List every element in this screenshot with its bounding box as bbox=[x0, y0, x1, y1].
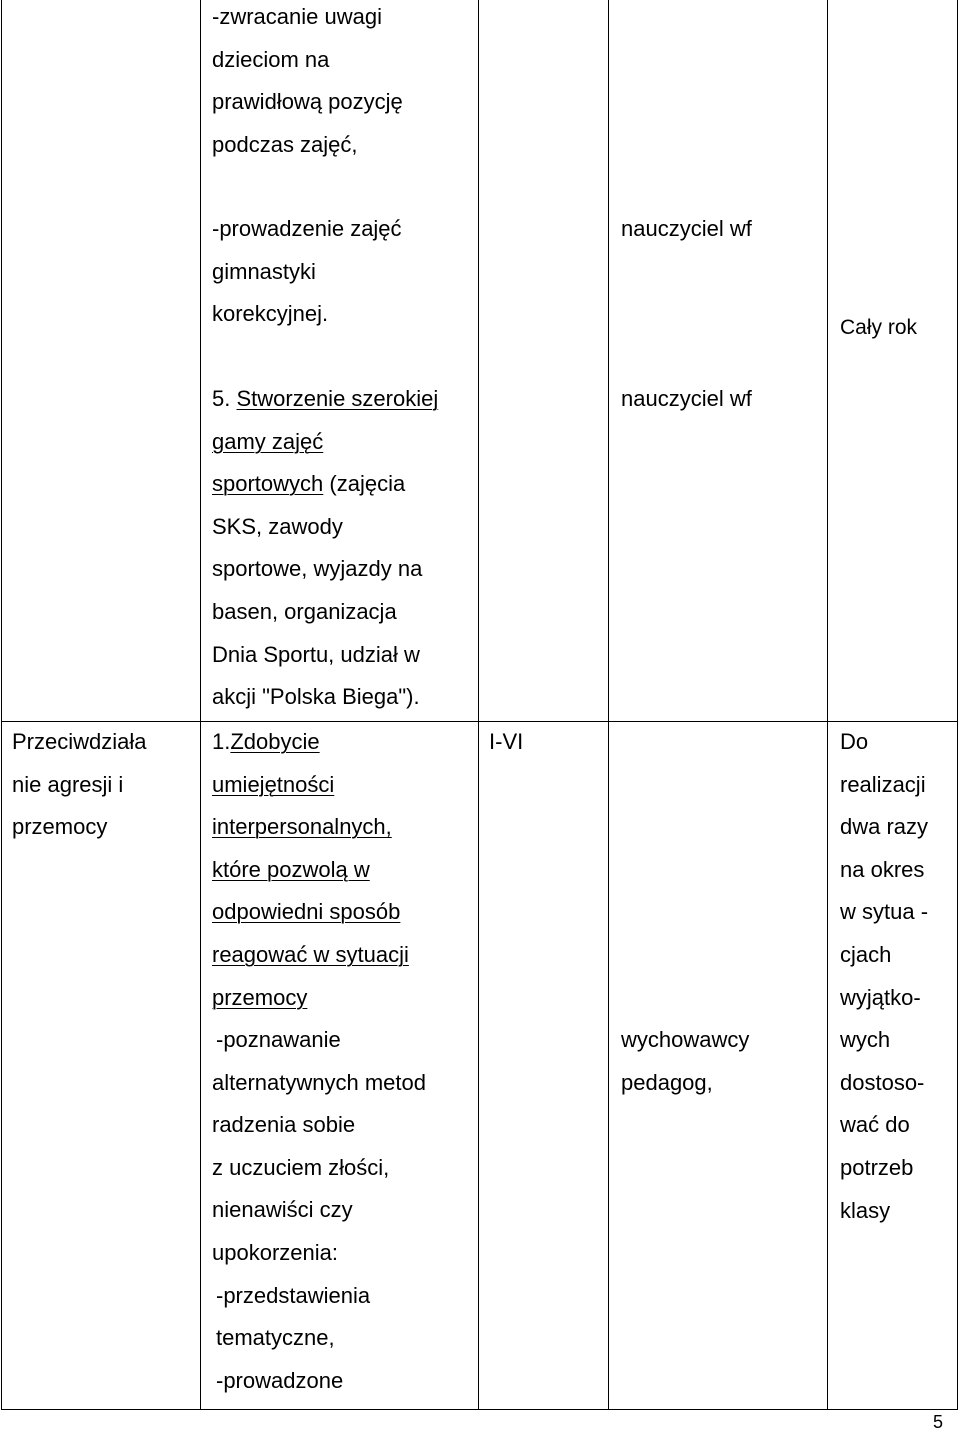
table-divider-col4 bbox=[827, 0, 828, 1410]
grades-range: I-VI bbox=[489, 729, 524, 754]
responsible-teacher-a: nauczyciel wf bbox=[621, 216, 752, 241]
responsible-staff: wychowawcy pedagog, bbox=[621, 1027, 750, 1095]
table-divider-col2 bbox=[478, 0, 479, 1410]
activity-anger-management: -poznawanie alternatywnych metod radzenia sobie z uczuciem złości, nienawiści czy upokorzenia: -przedstawienia tematyczne, -prowadzone bbox=[212, 1027, 426, 1393]
table-border-left bbox=[1, 0, 2, 1410]
table-divider-col3 bbox=[608, 0, 609, 1410]
table-border-bottom bbox=[1, 1409, 958, 1410]
responsible-teacher-b: nauczyciel wf bbox=[621, 386, 752, 411]
activity-gymnastics-text: -prowadzenie zajęć gimnastyki korekcyjnej. bbox=[212, 216, 402, 327]
goal-violence-prevention: Przeciwdziała nie agresji i przemocy bbox=[12, 729, 147, 840]
deadline-schedule: Do realizacji dwa razy na okres w sytua - cjach wyjątko- wych dostoso- wać do potrzeb klasy bbox=[840, 729, 929, 1223]
activity-interpersonal-skills: 1.Zdobycie umiejętności interpersonalnych, które pozwolą w odpowiedni sposób reagować w sytuacji przemocy bbox=[212, 729, 409, 1010]
table-border-right bbox=[957, 0, 958, 1410]
activity-sports-text: 5. Stworzenie szerokiej gamy zajęć sportowych (zajęcia SKS, zawody sportowe, wyjazdy na basen, organizacja Dnia Sportu, udział w akcji "Polska Biega"). bbox=[212, 386, 439, 710]
deadline-whole-year: Cały rok bbox=[840, 316, 918, 339]
activity-posture-text: -zwracanie uwagi dzieciom na prawidłową pozycję podczas zajęć, bbox=[212, 4, 403, 157]
table-divider-col1 bbox=[200, 0, 201, 1410]
page-number: 5 bbox=[933, 1412, 944, 1432]
